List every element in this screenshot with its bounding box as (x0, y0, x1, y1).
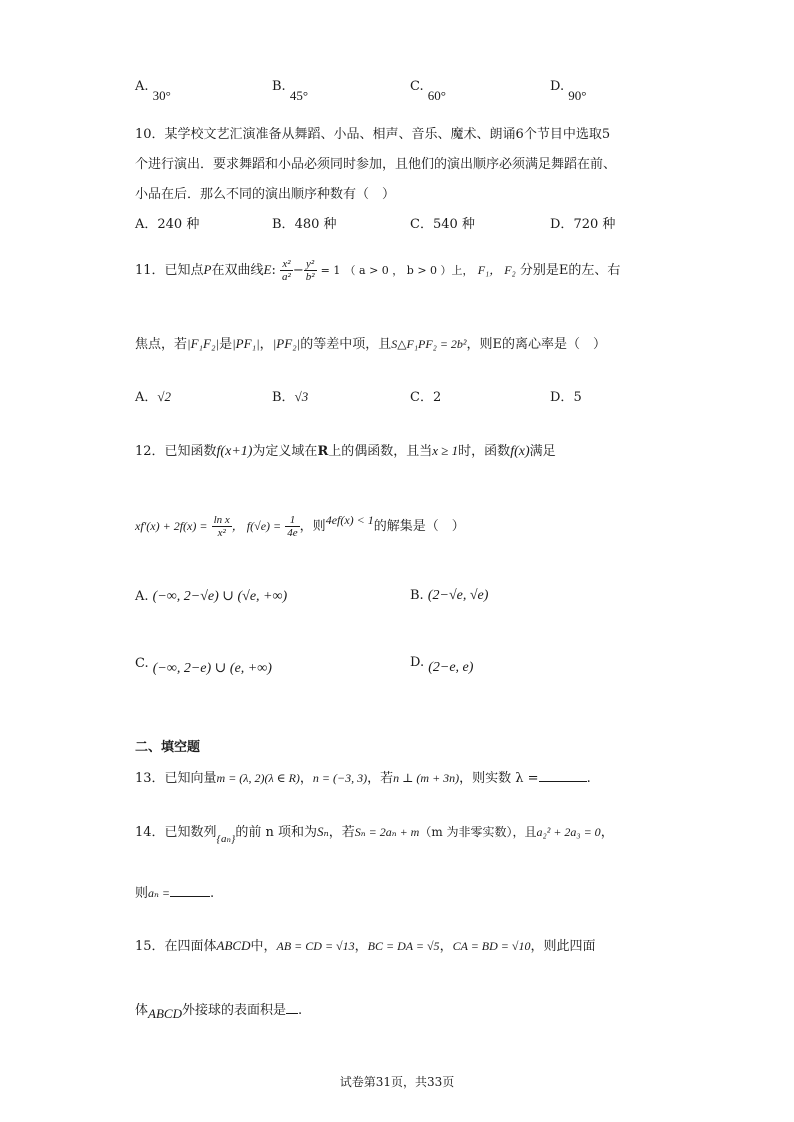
text: ，若 (328, 825, 355, 840)
denominator: a² (282, 271, 291, 283)
option-value: (−∞, 2−e) ∪ (e, +∞) (152, 661, 272, 676)
option-value: (2−√e, √e) (427, 588, 489, 603)
option-label: D. (550, 79, 565, 94)
q10-option-d (550, 213, 615, 232)
q12-option-c (135, 655, 272, 676)
option-label: A. (135, 589, 149, 604)
q14-line-1 (135, 821, 614, 845)
text: 焦点，若 (135, 337, 188, 352)
text: ， (600, 825, 614, 840)
option-label: A. (135, 79, 149, 94)
equation-left: xf′(x) + 2f(x) = (135, 519, 208, 533)
q10-line-1: 10．某学校文艺汇演准备从舞蹈、小品、相声、音乐、魔术、朗诵6个节目中选取5 (135, 127, 611, 142)
denominator: x² (217, 527, 226, 539)
option-label: B. (410, 588, 424, 603)
abs-pf1: |PF₁| (232, 336, 260, 351)
equals-one: = 1 (320, 264, 341, 277)
answer-blank[interactable] (286, 1001, 298, 1014)
q10-option-b (272, 213, 337, 232)
note: （m 为非零实数），且 (419, 825, 537, 839)
text: 中， (250, 939, 277, 954)
numerator: ln x (213, 514, 230, 526)
an: aₙ = (148, 886, 170, 900)
q9-option-d (550, 78, 587, 103)
q9-option-a (135, 78, 171, 103)
fx: f(x) (510, 444, 530, 459)
option-label: D． (550, 390, 574, 405)
numerator: 1 (285, 514, 299, 527)
option-value: 5 (573, 390, 582, 405)
q15-line-1 (135, 935, 596, 954)
text: 体 (135, 1003, 149, 1018)
q12-line-2 (135, 512, 465, 541)
condition: a₂² + 2a₃ = 0 (536, 825, 601, 839)
q11-line-2 (135, 333, 606, 352)
text: 满足 (529, 444, 556, 459)
q15-line-2 (135, 999, 303, 1021)
q12-option-b (410, 588, 488, 604)
text: 时，函数 (458, 444, 511, 459)
numerator: x² (280, 258, 293, 271)
option-value: 480 种 (294, 217, 337, 232)
text: ，则此四面 (530, 939, 596, 954)
option-value: (−∞, 2−√e) ∪ (√e, +∞) (152, 589, 288, 604)
q11-option-b (272, 386, 308, 405)
text: . (209, 886, 215, 901)
option-value: 540 种 (432, 217, 475, 232)
fraction-1-over-4e (285, 514, 299, 539)
option-label: C． (410, 217, 433, 232)
option-value: 720 种 (573, 217, 616, 232)
q9-option-c (410, 78, 446, 103)
text: 是 (219, 337, 233, 352)
text: ， (299, 771, 313, 786)
text: 为定义域在 (252, 444, 318, 459)
q10-option-a (135, 213, 199, 232)
math-e: E (263, 262, 272, 277)
q11-line-1: 11．已知点P在双曲线E: $\frac{\text{x²}}{\text{a²}}$ − $\frac{\text{y²}}{\text{b²}}$ = 1 （ a > 0 ， b > 0 ）上， F₁， F₂ 分别是E的左、右 (135, 258, 621, 283)
text: 13．已知向量 (135, 771, 217, 786)
abs-pf2: |PF₂| (272, 336, 301, 351)
condition: ， f(√e) = (231, 519, 282, 533)
option-value: √3 (294, 389, 309, 404)
text: . (586, 771, 591, 786)
text: 的等差中项，且 (300, 337, 392, 352)
option-label: D. (410, 655, 425, 670)
text: ，则 (299, 519, 326, 534)
option-label: B． (272, 390, 295, 405)
option-value: (2−e, e) (428, 660, 474, 675)
abs-f1f2: |F₁F₂| (187, 336, 220, 351)
foci: F₁， F₂ (477, 263, 516, 277)
option-value: 90° (568, 88, 587, 103)
option-label: C. (135, 656, 149, 671)
math-p: P (203, 262, 212, 277)
fraction-y-over-b (304, 258, 317, 283)
text: ，若 (367, 771, 394, 786)
real-set: R (317, 444, 329, 459)
text: 12．已知函数 (135, 444, 217, 459)
denominator: b² (305, 271, 315, 283)
text: 分别是E的左、右 (519, 263, 621, 278)
text: 外接球的表面积是 (181, 1003, 286, 1018)
fraction-lnx-over-x2 (212, 514, 232, 539)
sn: Sₙ (316, 824, 329, 839)
text: 15．在四面体 (135, 939, 217, 954)
page-footer: 试卷第31页，共33页 (339, 1075, 455, 1089)
option-value: 45° (289, 88, 309, 103)
denominator: 4e (287, 527, 298, 539)
q11-option-d (550, 386, 582, 405)
edge-ab-cd: AB = CD = √13 (276, 939, 355, 953)
q10-line-2: 个进行演出．要求舞蹈和小品必须同时参加，且他们的演出顺序必须满足舞蹈在前、 (135, 157, 617, 172)
fx-plus-1: f(x+1) (216, 444, 253, 459)
text: 11．已知点 (135, 263, 204, 278)
vector-n: n = (−3, 3) (312, 771, 368, 785)
section-title: 二、填空题 (135, 740, 201, 755)
option-value: 240 种 (157, 217, 200, 232)
condition: （ a > 0 ， b > 0 ）上， (344, 264, 474, 277)
option-value: √2 (157, 389, 172, 404)
option-label: A． (135, 217, 158, 232)
q10-line-3: 小品在后．那么不同的演出顺序种数有（ ） (135, 187, 396, 202)
sequence: {aₙ} (216, 833, 236, 845)
text: ， (439, 939, 453, 954)
area-expression: S△F₁PF₂ = 2b² (391, 337, 467, 351)
text: ， (259, 337, 273, 352)
text: 14．已知数列 (135, 825, 217, 840)
text: ，则实数 λ = (459, 771, 539, 786)
text: 上的偶函数，且当 (328, 444, 433, 459)
text: 则 (135, 886, 149, 901)
q13-line (135, 767, 591, 786)
q11-option-c (410, 386, 441, 405)
option-label: A． (135, 390, 158, 405)
q11-option-a (135, 386, 171, 405)
option-value: 30° (152, 88, 171, 103)
option-label: C. (410, 79, 424, 94)
option-label: C． (410, 390, 433, 405)
q12-option-a (135, 588, 287, 605)
numerator: y² (304, 258, 317, 271)
sn-definition: Sₙ = 2aₙ + m (354, 825, 420, 839)
condition: n ⊥ (m + 3n) (393, 771, 460, 785)
tetrahedron: ABCD (216, 938, 251, 953)
fraction-x-over-a (280, 258, 293, 283)
text: ， (354, 939, 368, 954)
edge-ca-bd: CA = BD = √10 (452, 939, 531, 953)
inequality: 4ef(x) < 1 (325, 513, 374, 527)
condition: x ≥ 1 (432, 443, 459, 458)
q14-line-2 (135, 882, 214, 901)
q10-option-c (410, 213, 475, 232)
answer-blank[interactable] (170, 884, 210, 897)
option-label: B. (272, 79, 286, 94)
option-value: 2 (432, 390, 442, 405)
answer-blank[interactable] (539, 769, 587, 782)
text: ，则E的离心率是（ ） (466, 337, 607, 352)
vector-m: m = (λ, 2)(λ ∈ R) (216, 771, 300, 785)
text: 的前 n 项和为 (235, 825, 317, 840)
q9-option-b (272, 78, 309, 103)
option-label: D． (550, 217, 574, 232)
tetrahedron: ABCD (148, 1006, 182, 1021)
text: 的解集是（ ） (373, 519, 465, 534)
edge-bc-da: BC = DA = √5 (367, 939, 440, 953)
option-label: B． (272, 217, 295, 232)
q12-line-1 (135, 440, 556, 460)
q12-option-d (410, 655, 474, 675)
option-value: 60° (427, 88, 446, 103)
text: . (297, 1003, 303, 1018)
text: 在双曲线 (211, 263, 264, 278)
